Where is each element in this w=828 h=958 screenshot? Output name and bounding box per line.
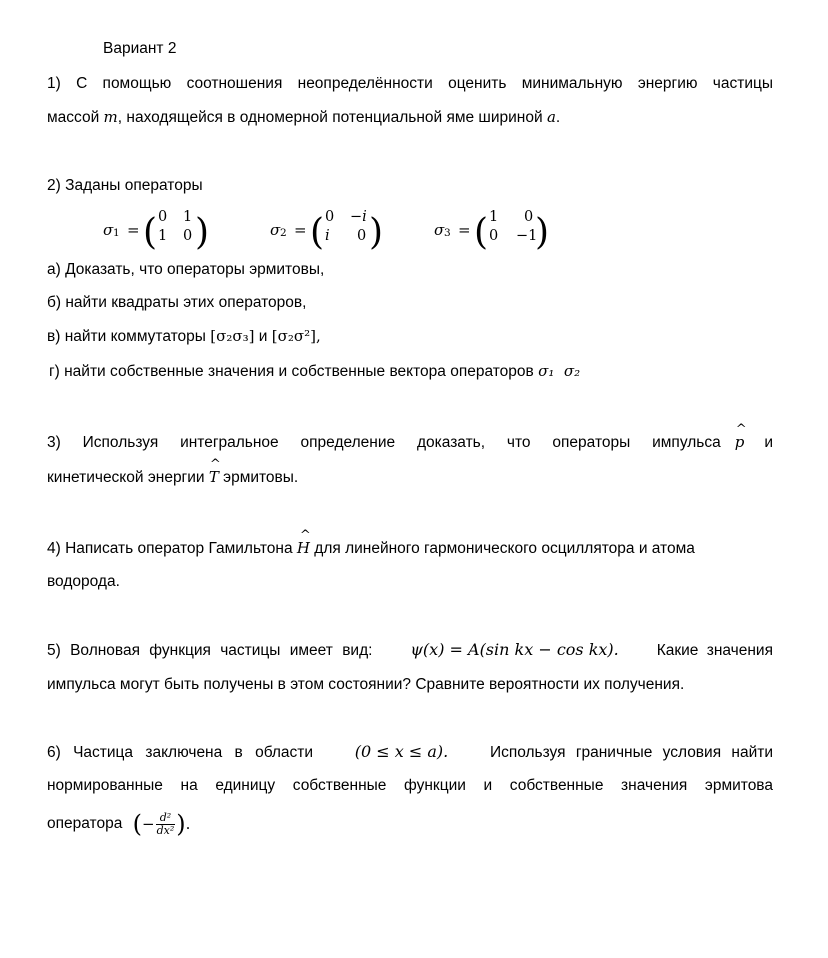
matrix-cell: 0 bbox=[489, 228, 499, 244]
hamiltonian-letter: H bbox=[296, 539, 310, 557]
variant-title: Вариант 2 bbox=[103, 40, 177, 57]
hat-accent: ^ bbox=[209, 457, 221, 472]
momentum-operator-symbol bbox=[734, 422, 747, 451]
hat-accent: ^ bbox=[299, 528, 311, 543]
problem-6-line-2: нормированные на единицу собственные функции и собственные значения эрмитова bbox=[47, 777, 773, 794]
mass-symbol: m bbox=[103, 108, 118, 126]
problem-2-item-a: а) Доказать, что операторы эрмитовы, bbox=[47, 261, 325, 278]
problem-4-line-1 bbox=[47, 528, 695, 558]
sigma-2-symbol: σ bbox=[270, 221, 281, 239]
problem-4-text-a: 4) Написать оператор Гамильтона bbox=[47, 540, 297, 557]
problem-5-text-b: Какие значения bbox=[656, 642, 773, 659]
problem-5-text-a: 5) Волновая функция частицы имеет вид: bbox=[47, 642, 373, 659]
problem-6-line-1 bbox=[47, 742, 773, 762]
matrix-cell: 0 bbox=[158, 209, 168, 225]
matrix-cell: 0 bbox=[524, 209, 534, 225]
derivative-fraction bbox=[156, 812, 176, 836]
problem-2-item-c-and: и bbox=[254, 328, 272, 345]
sigma-1-index: 1 bbox=[113, 227, 120, 239]
matrix-cell: −i bbox=[350, 209, 367, 225]
problem-2-item-c-text: в) найти коммутаторы bbox=[47, 328, 211, 345]
matrix-left-paren: ( bbox=[143, 212, 158, 253]
width-symbol: a bbox=[546, 108, 556, 126]
problem-1-text-b: , находящейся в одномерной потенциальной яме шириной bbox=[117, 109, 547, 126]
sigma-1-equals: = bbox=[127, 221, 140, 239]
matrix-left-paren: ( bbox=[474, 212, 489, 253]
matrix-cell: 0 bbox=[183, 228, 193, 244]
sigma-2-index: 2 bbox=[280, 227, 287, 239]
problem-6-line-3 bbox=[47, 810, 191, 839]
commutator-2: [σ₂σ²], bbox=[271, 327, 321, 345]
sigma-3-equals: = bbox=[458, 221, 471, 239]
operator-left-paren: ( bbox=[132, 810, 143, 839]
momentum-letter: p bbox=[734, 433, 745, 451]
derivative-denominator: dx² bbox=[156, 823, 175, 837]
problem-4-text-b: для линейного гармонического осциллятора и атома bbox=[309, 540, 695, 557]
matrix-right-paren: ) bbox=[535, 212, 550, 253]
problem-2-item-d-operators: σ₁ σ₂ bbox=[538, 362, 581, 380]
matrix-cell: 1 bbox=[183, 209, 193, 225]
problem-3-line-2 bbox=[47, 457, 299, 487]
sigma-1-symbol: σ bbox=[103, 221, 114, 239]
problem-3-line-1 bbox=[47, 422, 773, 452]
wave-function-formula: ψ(x) = A(sin kx − cos kx). bbox=[410, 640, 619, 659]
problem-6-text-b: Используя граничные условия найти bbox=[489, 744, 773, 761]
hamiltonian-symbol bbox=[296, 528, 311, 557]
problem-6-text-c: оператора bbox=[47, 815, 123, 833]
problem-5-line-2: импульса могут быть получены в этом состоянии? Сравните вероятности их получения. bbox=[47, 676, 685, 693]
sigma-3-symbol: σ bbox=[434, 221, 445, 239]
problem-3-text-b: и bbox=[764, 434, 773, 451]
commutator-1: [σ₂σ₃] bbox=[210, 327, 255, 345]
matrix-left-paren: ( bbox=[310, 212, 325, 253]
problem-5-line-1 bbox=[47, 640, 773, 660]
matrix-cell: −1 bbox=[516, 228, 538, 244]
operator-period: . bbox=[185, 815, 191, 834]
matrix-cell: 1 bbox=[158, 228, 168, 244]
kinetic-letter: T bbox=[208, 468, 219, 486]
matrix-cell: 1 bbox=[489, 209, 499, 225]
problem-1-text-a: массой bbox=[47, 109, 104, 126]
problem-1-end: . bbox=[555, 109, 561, 126]
problem-2-item-d-text: г) найти собственные значения и собственные вектора операторов bbox=[49, 363, 539, 380]
operator-right-paren: ) bbox=[176, 810, 186, 839]
sigma-3-index: 3 bbox=[444, 227, 451, 239]
sigma-2-equals: = bbox=[294, 221, 307, 239]
derivative-numerator: d² bbox=[156, 812, 176, 825]
hat-accent: ^ bbox=[735, 422, 747, 437]
problem-3-text-d: эрмитовы. bbox=[218, 469, 299, 486]
problem-2-item-c bbox=[47, 327, 321, 346]
problem-2-title: 2) Заданы операторы bbox=[47, 177, 203, 194]
problem-3-text-c: кинетической энергии bbox=[47, 469, 209, 486]
problem-1-line-1: 1) С помощью соотношения неопределённости оценить минимальную энергию частицы bbox=[47, 75, 773, 92]
problem-1-line-2 bbox=[47, 108, 560, 127]
kinetic-operator-symbol bbox=[208, 457, 221, 486]
matrix-cell: 0 bbox=[357, 228, 367, 244]
problem-2-item-d bbox=[49, 362, 580, 381]
matrix-right-paren: ) bbox=[195, 212, 210, 253]
operator-minus: − bbox=[142, 815, 155, 834]
matrix-cell: 0 bbox=[325, 209, 335, 225]
problem-2-item-b: б) найти квадраты этих операторов, bbox=[47, 294, 307, 311]
problem-3-text-a: 3) Используя интегральное определение доказать, что операторы импульса bbox=[47, 434, 721, 451]
region-formula: (0 ≤ x ≤ a). bbox=[354, 742, 449, 761]
problem-4-line-2: водорода. bbox=[47, 573, 120, 590]
problem-6-text-a: 6) Частица заключена в области bbox=[47, 744, 314, 761]
matrix-right-paren: ) bbox=[369, 212, 384, 253]
matrix-cell: i bbox=[325, 228, 330, 244]
